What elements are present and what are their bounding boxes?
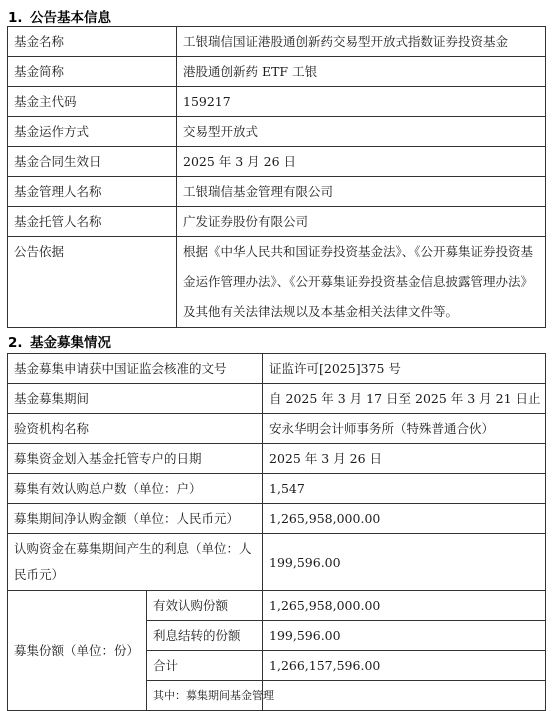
section-2-number: 2. [8,335,23,351]
operation-mode-label: 基金运作方式 [8,117,177,147]
transfer-date-label: 募集资金划入基金托管专户的日期 [8,444,263,474]
fund-short-name-value: 港股通创新药 ETF 工银 [177,57,546,87]
raising-period-label: 基金募集期间 [8,384,263,414]
net-subscription-label: 募集期间净认购金额（单位：人民币元） [8,504,263,534]
partial-row-label: 其中：募集期间基金管理 [147,681,263,711]
subscriber-count-label: 募集有效认购总户数（单位：户） [8,474,263,504]
fund-custodian-label: 基金托管人名称 [8,207,177,237]
interest-shares-value: 199,596.00 [263,621,546,651]
table-row [8,474,546,504]
section-1-number: 1. [8,10,23,26]
table-row [8,534,546,591]
announcement-info-table [7,26,546,328]
table-row [8,117,546,147]
fund-custodian-value: 广发证券股份有限公司 [177,207,546,237]
table-row [8,591,546,621]
operation-mode-value: 交易型开放式 [177,117,546,147]
table-row [8,207,546,237]
section-2-title: 基金募集情况 [30,335,111,351]
contract-effective-date-label: 基金合同生效日 [8,147,177,177]
section-1-heading [8,6,111,26]
fund-manager-label: 基金管理人名称 [8,177,177,207]
fund-manager-value: 工银瑞信基金管理有限公司 [177,177,546,207]
share-group-label: 募集份额（单位：份） [8,591,147,711]
raising-period-value: 自 2025 年 3 月 17 日至 2025 年 3 月 21 日止 [263,384,546,414]
table-row [8,177,546,207]
table-row [8,237,546,328]
fund-name-value: 工银瑞信国证港股通创新药交易型开放式指数证券投资基金 [177,27,546,57]
valid-shares-value: 1,265,958,000.00 [263,591,546,621]
subscriber-count-value: 1,547 [263,474,546,504]
table-row [8,354,546,384]
table-row [8,444,546,474]
fund-name-label: 基金名称 [8,27,177,57]
fundraising-table [7,353,546,711]
total-shares-value: 1,266,157,596.00 [263,651,546,681]
table-row [8,87,546,117]
valid-shares-label: 有效认购份额 [147,591,263,621]
table-row [8,147,546,177]
total-shares-label: 合计 [147,651,263,681]
partial-row-value [263,681,546,711]
fund-short-name-label: 基金简称 [8,57,177,87]
section-2-heading [8,331,111,351]
legal-basis-value: 根据《中华人民共和国证券投资基金法》、《公开募集证券投资基金运作管理办法》、《公开募集证券投资基金信息披露管理办法》及其他有关法律法规以及本基金相关法律文件等。 [177,237,546,328]
net-subscription-value: 1,265,958,000.00 [263,504,546,534]
approval-doc-label: 基金募集申请获中国证监会核准的文号 [8,354,263,384]
interest-shares-label: 利息结转的份额 [147,621,263,651]
table-row [8,414,546,444]
auditor-value: 安永华明会计师事务所（特殊普通合伙） [263,414,546,444]
transfer-date-value: 2025 年 3 月 26 日 [263,444,546,474]
auditor-label: 验资机构名称 [8,414,263,444]
fund-code-value: 159217 [177,87,546,117]
table-row [8,57,546,87]
table-row [8,504,546,534]
table-row [8,27,546,57]
interest-label: 认购资金在募集期间产生的利息（单位：人民币元） [8,534,263,591]
approval-doc-value: 证监许可[2025]375 号 [263,354,546,384]
section-1-title: 公告基本信息 [30,10,111,26]
fund-code-label: 基金主代码 [8,87,177,117]
interest-value: 199,596.00 [263,534,546,591]
table-row [8,384,546,414]
contract-effective-date-value: 2025 年 3 月 26 日 [177,147,546,177]
legal-basis-label: 公告依据 [8,237,177,328]
